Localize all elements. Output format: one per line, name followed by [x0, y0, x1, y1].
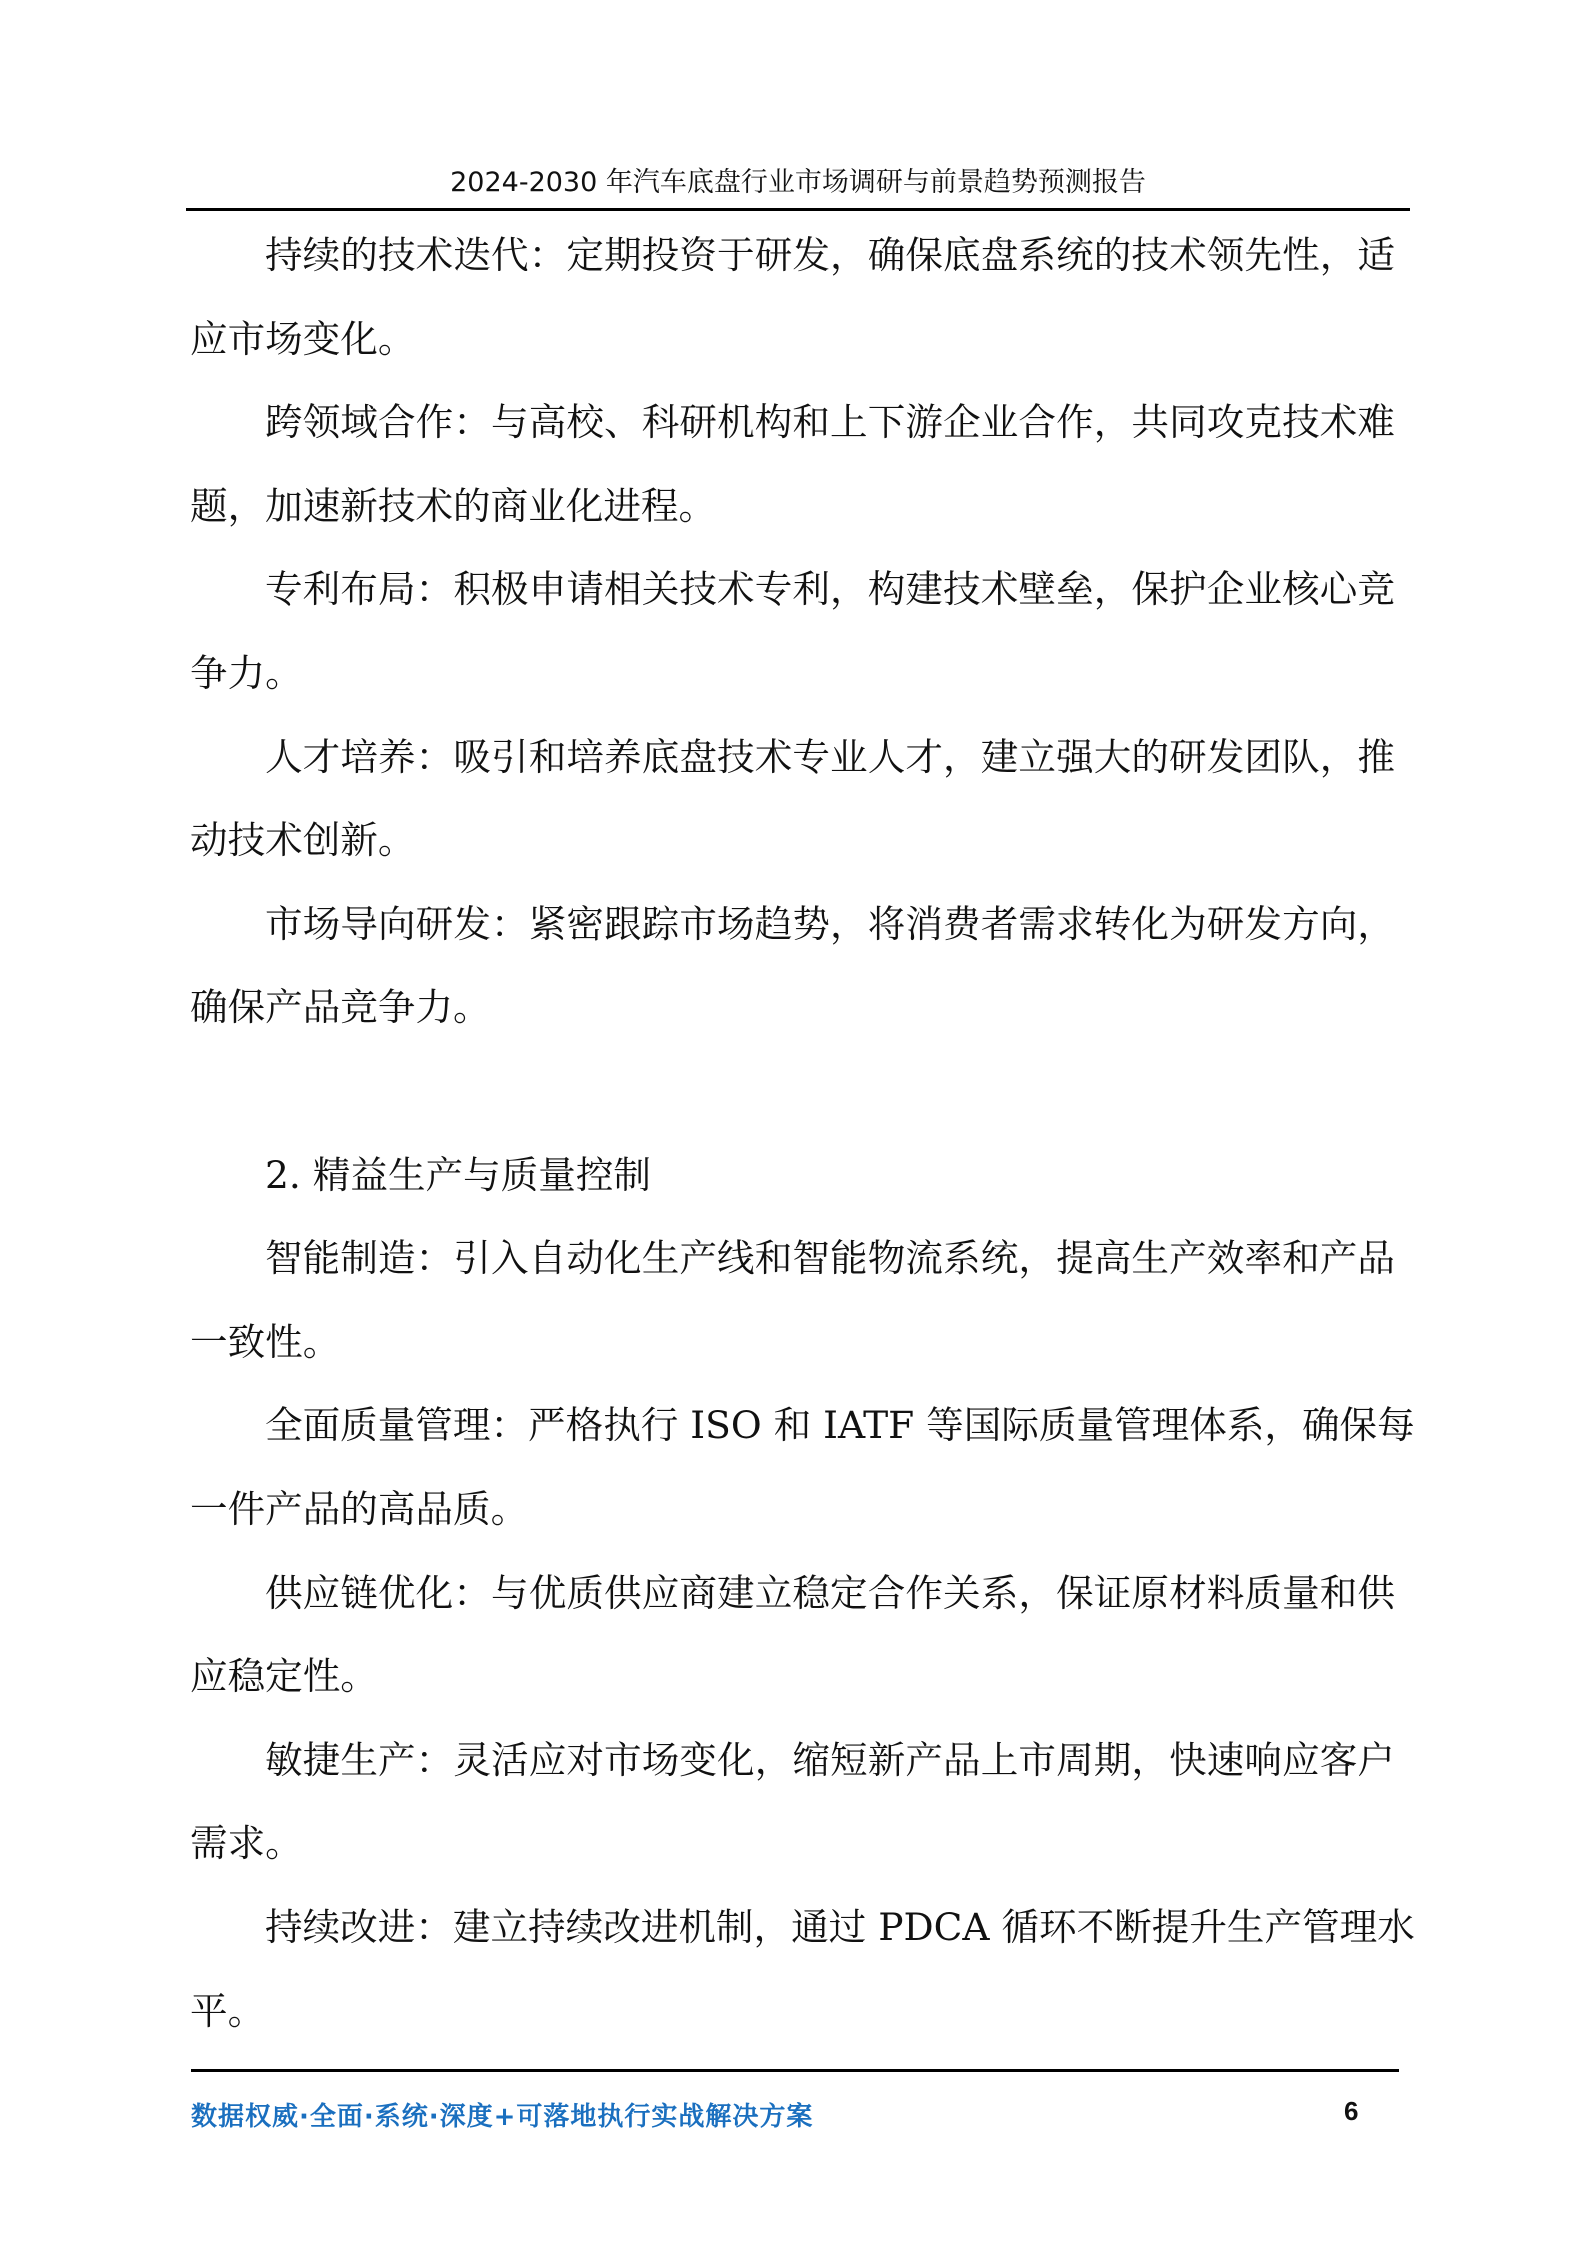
paragraph-line: 持续的技术迭代：定期投资于研发，确保底盘系统的技术领先性，适: [265, 233, 1395, 277]
paragraph-line: 人才培养：吸引和培养底盘技术专业人才，建立强大的研发团队，推: [265, 734, 1395, 779]
footer-rule: [191, 2069, 1399, 2072]
paragraph-line: 动技术创新。: [190, 818, 416, 863]
paragraph-line: 持续改进：建立持续改进机制，通过 PDCA 循环不断提升生产管理水: [265, 1905, 1415, 1949]
paragraph-line: 一致性。: [190, 1319, 341, 1364]
paragraph-line: 供应链优化：与优质供应商建立稳定合作关系，保证原材料质量和供: [265, 1570, 1395, 1615]
paragraph-line: 应稳定性。: [190, 1654, 378, 1699]
paragraph-line: 争力。: [190, 651, 303, 695]
section-heading: 2. 精益生产与质量控制: [265, 1152, 652, 1197]
footer-slogan: 数据权威·全面·系统·深度+可落地执行实战解决方案: [191, 2102, 814, 2132]
paragraph-line: 敏捷生产：灵活应对市场变化，缩短新产品上市周期，快速响应客户: [265, 1737, 1395, 1782]
paragraph-line: 专利布局：积极申请相关技术专利，构建技术壁垒，保护企业核心竞: [265, 567, 1395, 612]
paragraph-line: 一件产品的高品质。: [190, 1487, 529, 1531]
paragraph-line: 市场导向研发：紧密跟踪市场趋势，将消费者需求转化为研发方向，: [265, 901, 1395, 946]
paragraph-line: 智能制造：引入自动化生产线和智能物流系统，提高生产效率和产品: [265, 1236, 1395, 1281]
header-rule: [186, 208, 1410, 211]
paragraph-line: 应市场变化。: [190, 316, 416, 361]
paragraph-line: 平。: [190, 1988, 266, 2033]
paragraph-line: 需求。: [190, 1821, 303, 1866]
running-header: 2024-2030 年汽车底盘行业市场调研与前景趋势预测报告: [450, 167, 1146, 198]
paragraph-line: 跨领域合作：与高校、科研机构和上下游企业合作，共同攻克技术难: [265, 400, 1395, 445]
paragraph-line: 确保产品竞争力。: [190, 985, 491, 1030]
page-number: 6: [1344, 2096, 1359, 2126]
paragraph-line: 题，加速新技术的商业化进程。: [190, 483, 717, 528]
paragraph-line: 全面质量管理：严格执行 ISO 和 IATF 等国际质量管理体系，确保每: [265, 1403, 1415, 1448]
